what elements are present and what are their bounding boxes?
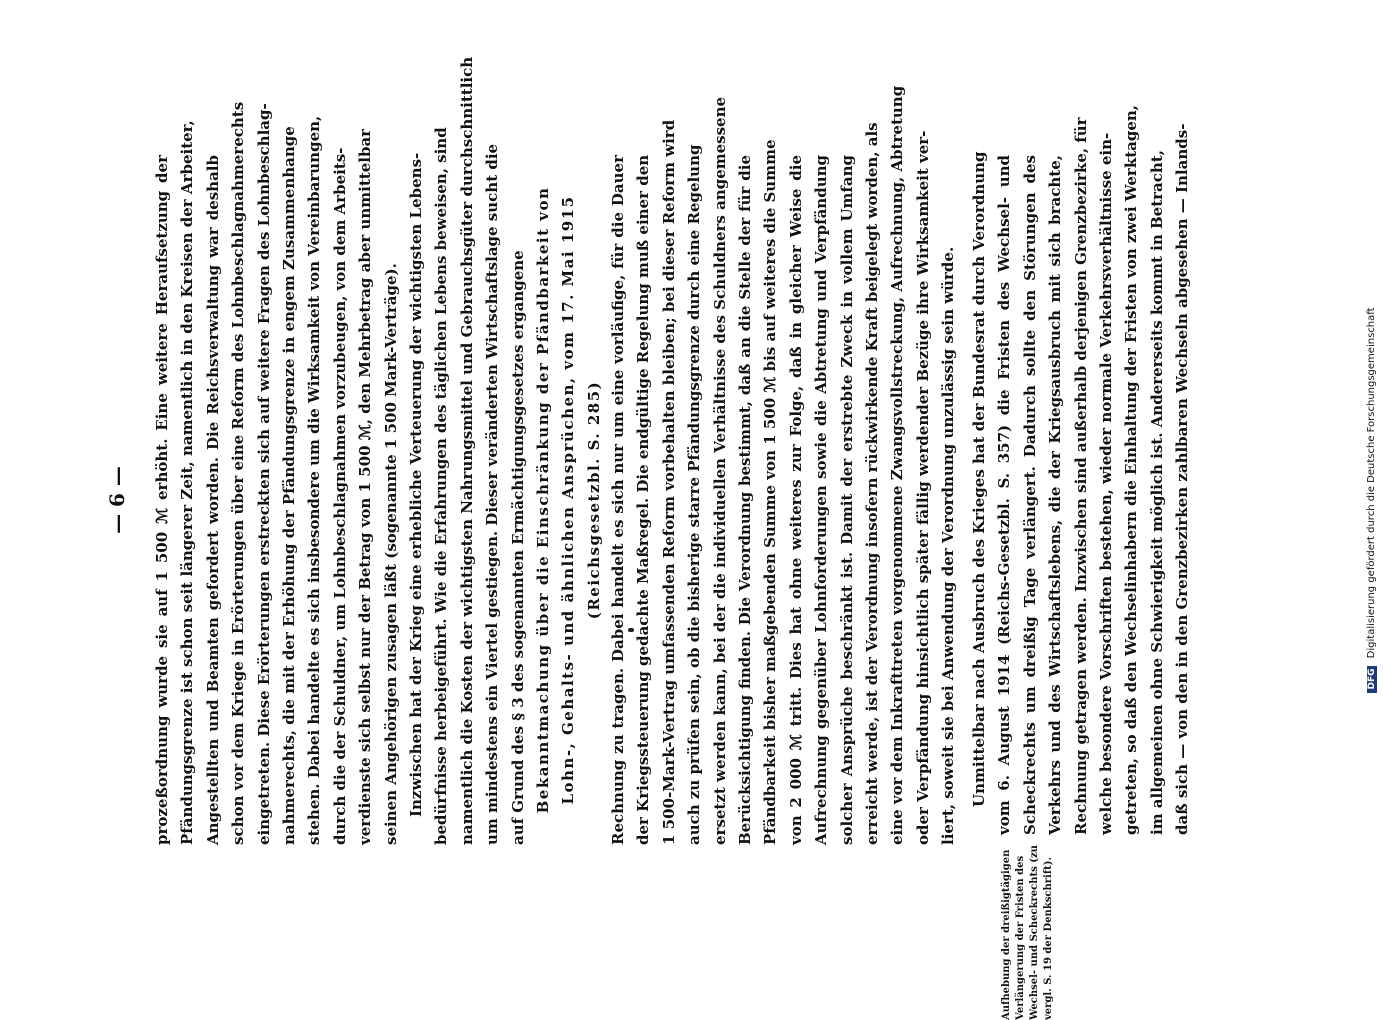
paragraph-2 [404,56,531,845]
ink-speck [628,628,634,632]
text-line: Pfändbarkeit bisher maßgebenden Summe von 1 500 ℳ bis auf weiteres die Summe [761,139,780,845]
text-line: daß sich — von den in den Grenzbezirken zahlbaren Wechseln abgesehen — Inlands- [1173,123,1192,835]
text-line: von 2 000 ℳ tritt. Dies hat ohne weiteres zur Folge, daß in gleicher Weise die [786,155,805,845]
text-line: Rechnung getragen werden. Inzwischen sind außerhalb derjenigen Grenzbezirke, für [1071,117,1090,835]
text-line: eingetreten. Diese Erörterungen erstreckten sich auf weitere Fragen des Lohnbeschlag- [254,103,273,845]
paragraph-3 [606,85,961,845]
regulation-heading [531,185,607,815]
heading-line: Lohn-, Gehalts- und ähnlichen Ansprüchen, vom 17. Mai 1915 [559,195,578,805]
text-line: durch die der Schuldner, um Lohnbeschlagnahmen vorzubeugen, von dem Arbeits- [330,147,349,845]
text-line: im allgemeinen ohne Schwierigkeit möglich ist. Andererseits kommt in Betracht, [1147,150,1166,835]
text-line: liert, soweit sie bei Anwendung der Verordnung unzulässig sein würde. [939,246,958,845]
margin-note-line: Verlängerung der Fristen des [1015,855,1026,1020]
text-line: solcher Ansprüche beschränkt ist. Damit der erstrebte Zweck in vollem Umfang [837,155,856,845]
text-line: erreicht werde, ist der Verordnung insofern rückwirkende Kraft beigelegt worden, als [862,122,881,845]
text-line: der Kriegssteuerung gedachte Maßregel. Die endgültige Regelung muß einer den [634,154,653,845]
text-line: namentlich die Kosten der wichtigsten Nahrungsmittel und Gebrauchsgüter durchschnittlich [457,56,476,845]
text-line: um mindestens ein Viertel gestiegen. Dieser veränderten Wirtschaftslage sucht die [483,143,502,845]
text-line: schon vor dem Kriege in Erörterungen über eine Reform des Lohnbeschlagnahmerechts [229,101,248,845]
text-line: 1 500-Mark-Vertrag umfassenden Reform vorbehalten bleiben; bei dieser Reform wird [659,119,678,845]
text-line: vom 6. August 1914 (Reichs-Gesetzbl. S. 357) die Fristen des Wechsel- und [995,155,1014,835]
text-line: welche besondere Vorschriften bestehen, wieder normale Verkehrsverhältnisse ein- [1096,132,1115,835]
text-line: auch zu prüfen sein, ob die bisherige starre Pfändungsgrenze durch eine Regelung [685,144,704,845]
heading-line: (Reichsgesetzbl. S. 285) [584,380,603,620]
dfg-logo: DFG [1367,666,1377,693]
text-line: Unmittelbar nach Ausbruch des Krieges hat der Bundesrat durch Verordnung [970,151,988,807]
paragraph-1 [150,101,404,845]
digitization-caption-text: Digitalisierung gefördert durch die Deutsche Forschungsgemeinschaft [1366,307,1377,659]
text-line: prozeßordnung wurde sie auf 1 500 ℳ erhöht. Eine weitere Heraufsetzung der [153,155,171,845]
text-line: Berücksichtigung finden. Die Verordnung bestimmt, daß an die Stelle der für die [735,155,754,845]
text-line: bedürfnisse herbeigeführt. Wie die Erfahrungen des täglichen Lebens beweisen, sind [432,127,451,845]
page-number: — 6 — [105,466,129,534]
digitization-caption [1366,0,1377,1000]
text-line: Angestellten und Beamten gefordert worden. Die Reichsverwaltung war deshalb [203,155,222,845]
text-line: stehen. Dabei handelte es sich insbesondere um die Wirksamkeit von Vereinbarungen, [305,115,324,845]
text-line: Rechnung zu tragen. Dabei handelt es sich nur um eine vorläufige, für die Dauer [609,155,627,845]
margin-note-line: Wechsel- und Scheckrechts (zu [1029,845,1040,1020]
text-line: getreten, so daß den Wechselinhabern die Einhaltung der Fristen von zwei Werktagen, [1122,104,1141,835]
text-line: oder Verpfändung hinsichtlich später fällig werdender Bezüge ihre Wirksamkeit ver- [913,130,932,845]
text-line: Pfändungsgrenze ist schon seit längerer Zeit, namentlich in den Kreisen der Arbeiter, [178,120,197,845]
margin-note-line: vergl. S. 19 der Denkschrift). [1043,857,1054,1020]
text-line: verdienste sich selbst nur der Betrag von 1 500 ℳ, den Mehrbetrag aber unmittelbar [356,128,375,845]
heading-line: Bekanntmachung über die Einschränkung der Pfändbarkeit von [534,186,552,814]
text-line: seinen Angehörigen zusagen läßt (sogenannte 1 500 Mark-Verträge). [381,263,400,845]
text-line: auf Grund des § 3 des sogenannten Ermächtigungsgesetzes ergangene [508,250,527,845]
text-line: Scheckrechts um dreißig Tage verlängert. Dadurch sollte den Störungen des [1020,155,1039,835]
paragraph-4 [967,104,1196,835]
text-line: nahmerechts, die mit der Erhöhung der Pfändungsgrenze in engem Zusammenhange [279,126,298,845]
text-line: ersetzt werden kann, bei der die individuellen Verhältnisse des Schuldners angemessene [710,96,729,845]
margin-note [1000,845,1056,1020]
margin-note-line: Aufhebung der dreißigtägigen [1001,849,1012,1020]
text-line: eine vor dem Inkrafttreten vorgenommene Zwangsvollstreckung, Aufrechnung, Abtretung [888,85,907,845]
text-line: Verkehrs und des Wirtschaftslebens, die der Kriegsausbruch mit sich brachte, [1046,155,1065,835]
text-line: Inzwischen hat der Krieg eine erhebliche Verteuerung der wichtigsten Lebens- [407,152,425,817]
text-line: Aufrechnung gegenüber Lohnforderungen sowie die Abtretung und Verpfändung [812,155,831,845]
